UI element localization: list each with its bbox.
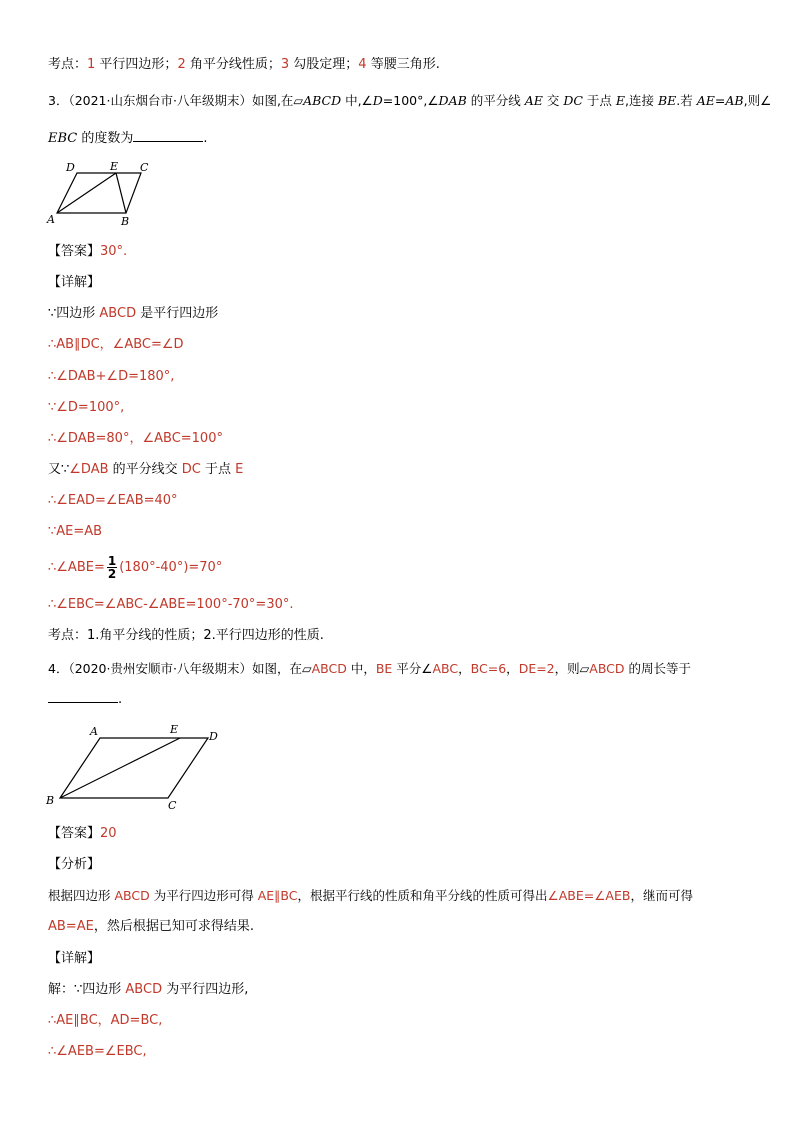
q4-stem-line2: . — [48, 690, 122, 709]
q4-detail-3: ∴∠AEB=∠EBC, — [48, 1044, 147, 1059]
q4-detail-2: ∴AE∥BC，AD=BC, — [48, 1013, 163, 1028]
q3-step-9: ∴∠ABE= $\frac{1}{2}$ (180°-40°)=70° — [48, 554, 223, 581]
q3-step-1: ∵四边形 ABCD 是平行四边形 — [48, 306, 219, 321]
q4-detail-label: 【详解】 — [48, 951, 101, 966]
q3-step-8: ∵AE=AB — [48, 524, 103, 539]
q3-parallelogram-figure — [44, 158, 164, 228]
fraction-half: $\frac{1}{2}$ — [107, 554, 117, 581]
label-e: E — [110, 160, 119, 173]
segment-be — [116, 173, 126, 213]
parallelogram-abcd — [60, 738, 208, 798]
q3-step-10: ∴∠EBC=∠ABC-∠ABE=100°-70°=30°. — [48, 597, 294, 612]
q3-detail-label: 【详解】 — [48, 275, 101, 290]
segment-be — [60, 738, 180, 798]
q4-analysis-line1: 根据四边形 ABCD 为平行四边形可得 AE∥BC，根据平行线的性质和角平分线的性质可得出∠ABE=∠AEB，继而可得 — [48, 888, 693, 903]
label-c: C — [140, 161, 149, 174]
q4-answer: 【答案】20 — [48, 826, 117, 841]
q3-stem-line1: 3．（2021·山东烟台市·八年级期末）如图,在▱ABCD 中,∠D=100°,∠DAB 的平分线 AE 交 DC 于点 E,连接 BE.若 AE=AB,则∠ — [48, 93, 772, 108]
q4-stem-line1: 4．（2020·贵州安顺市·八年级期末）如图，在▱ABCD 中，BE 平分∠ABC，BC=6，DE=2，则▱ABCD 的周长等于 — [48, 661, 692, 676]
segment-ae — [57, 173, 116, 213]
q3-step-5: ∴∠DAB=80°，∠ABC=100° — [48, 431, 223, 446]
label-c: C — [168, 799, 177, 810]
q4-analysis-label: 【分析】 — [48, 857, 101, 872]
q3-keypoints: 考点：1.角平分线的性质；2.平行四边形的性质. — [48, 628, 324, 643]
label-a: A — [47, 213, 55, 226]
label-a: A — [90, 725, 98, 738]
q3-step-6: 又∵∠DAB 的平分线交 DC 于点 E — [48, 462, 244, 477]
label-b: B — [46, 794, 55, 807]
label-b: B — [121, 215, 130, 228]
q3-answer: 【答案】30°. — [48, 244, 128, 259]
answer-blank — [133, 129, 203, 142]
keypoints-line: 考点：1 平行四边形；2 角平分线性质；3 勾股定理；4 等腰三角形. — [48, 57, 440, 72]
label-d: D — [209, 730, 218, 743]
q3-step-7: ∴∠EAD=∠EAB=40° — [48, 493, 178, 508]
parallelogram-abcd — [57, 173, 141, 213]
answer-blank — [48, 690, 118, 703]
label-d: D — [66, 161, 75, 174]
q3-step-4: ∵∠D=100°, — [48, 400, 125, 415]
q3-step-2: ∴AB∥DC，∠ABC=∠D — [48, 337, 184, 352]
q4-analysis-line2: AB=AE，然后根据已知可求得结果. — [48, 919, 254, 934]
q4-detail-1: 解：∵四边形 ABCD 为平行四边形, — [48, 982, 249, 997]
q4-parallelogram-figure — [42, 718, 232, 810]
q3-stem-line2: EBC 的度数为 . — [48, 131, 208, 146]
q3-step-3: ∴∠DAB+∠D=180°, — [48, 369, 175, 384]
label-e: E — [170, 723, 179, 736]
